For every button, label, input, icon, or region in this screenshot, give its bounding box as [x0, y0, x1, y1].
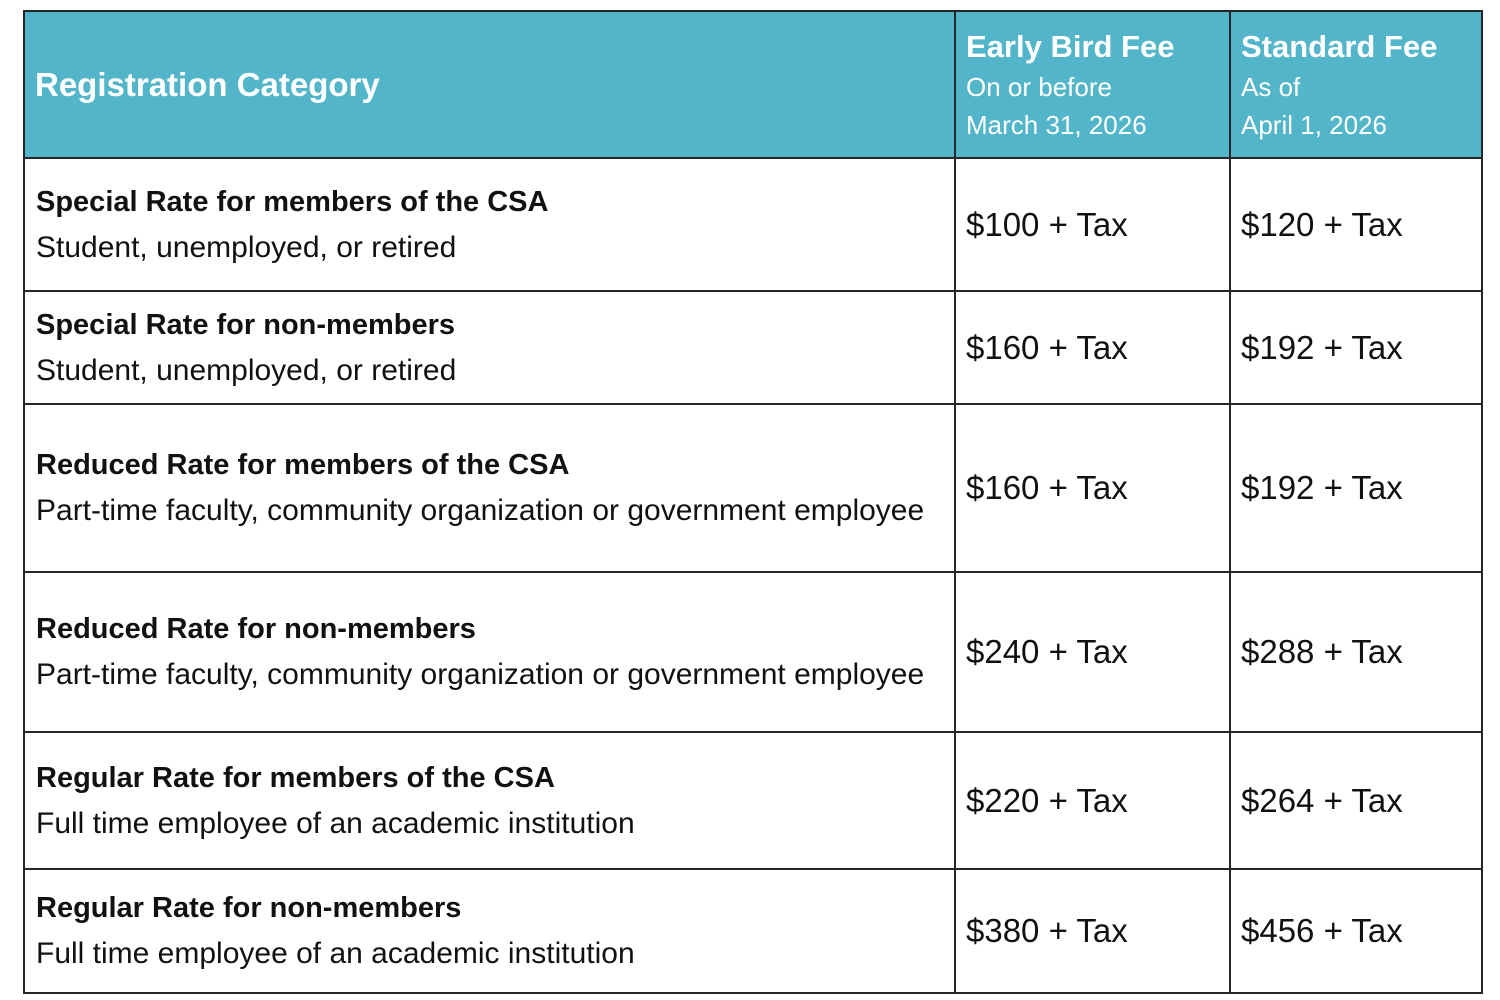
header-category-label: Registration Category — [35, 65, 380, 103]
early-bird-price: $160 + Tax — [966, 328, 1128, 366]
standard-title: Standard Fee — [1241, 28, 1438, 64]
table-row — [24, 404, 1482, 572]
category-cell — [24, 158, 955, 291]
standard-fee-cell — [1230, 732, 1482, 869]
standard-price: $456 + Tax — [1241, 912, 1403, 949]
category-cell — [24, 732, 955, 869]
category-cell — [24, 291, 955, 404]
category-title: Reduced Rate for non-members — [36, 613, 476, 645]
category-description: Full time employee of an academic institution — [36, 937, 635, 970]
table-header-row — [24, 11, 1482, 158]
standard-fee-cell — [1230, 291, 1482, 404]
early-bird-fee-cell — [955, 291, 1230, 404]
category-description: Part-time faculty, community organization or government employee — [36, 658, 925, 691]
standard-fee-cell — [1230, 869, 1482, 993]
standard-fee-cell — [1230, 404, 1482, 572]
standard-fee-cell — [1230, 572, 1482, 732]
category-description: Part-time faculty, community organization or government employee — [36, 494, 925, 527]
early-bird-price: $380 + Tax — [966, 912, 1128, 949]
category-title: Special Rate for non-members — [36, 308, 455, 341]
category-cell — [24, 404, 955, 572]
category-title: Reduced Rate for members of the CSA — [36, 449, 570, 481]
header-early-bird-fee — [955, 11, 1230, 158]
early-bird-fee-cell — [955, 732, 1230, 869]
early-bird-price: $240 + Tax — [966, 633, 1128, 670]
early-bird-line2: March 31, 2026 — [966, 109, 1147, 140]
category-description: Student, unemployed, or retired — [36, 353, 457, 387]
table-row — [24, 572, 1482, 732]
early-bird-title: Early Bird Fee — [966, 28, 1175, 64]
registration-fee-table — [23, 10, 1483, 994]
header-registration-category — [24, 11, 955, 158]
early-bird-fee-cell — [955, 869, 1230, 993]
standard-price: $288 + Tax — [1241, 633, 1403, 670]
category-cell — [24, 869, 955, 993]
standard-fee-cell — [1230, 158, 1482, 291]
early-bird-price: $100 + Tax — [966, 205, 1128, 243]
table-row — [24, 732, 1482, 869]
standard-price: $192 + Tax — [1241, 469, 1403, 506]
header-standard-fee — [1230, 11, 1482, 158]
category-title: Special Rate for members of the CSA — [36, 185, 549, 218]
standard-price: $264 + Tax — [1241, 781, 1403, 819]
early-bird-fee-cell — [955, 572, 1230, 732]
table-row — [24, 158, 1482, 291]
category-description: Full time employee of an academic institution — [36, 806, 635, 840]
early-bird-fee-cell — [955, 158, 1230, 291]
standard-price: $192 + Tax — [1241, 328, 1403, 366]
table-row — [24, 291, 1482, 404]
category-title: Regular Rate for non-members — [36, 892, 462, 924]
standard-line2: April 1, 2026 — [1241, 109, 1387, 140]
standard-line1: As of — [1241, 71, 1301, 102]
category-title: Regular Rate for members of the CSA — [36, 761, 555, 794]
category-cell — [24, 572, 955, 732]
standard-price: $120 + Tax — [1241, 205, 1403, 243]
early-bird-price: $160 + Tax — [966, 469, 1128, 506]
table-row — [24, 869, 1482, 993]
early-bird-line1: On or before — [966, 71, 1112, 102]
early-bird-fee-cell — [955, 404, 1230, 572]
category-description: Student, unemployed, or retired — [36, 230, 457, 264]
early-bird-price: $220 + Tax — [966, 781, 1128, 819]
